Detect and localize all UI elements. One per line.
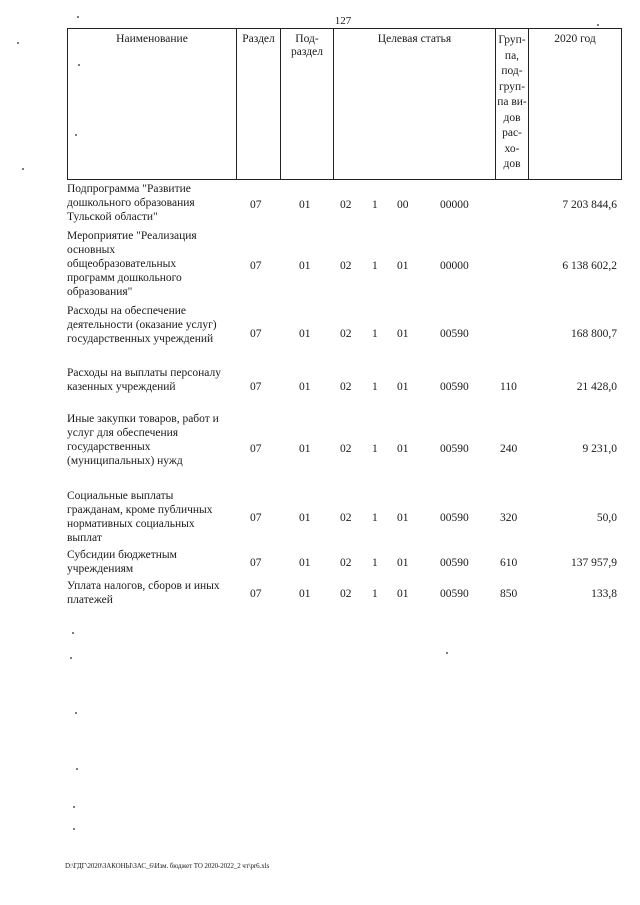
- cell-subsection: 01: [299, 381, 311, 393]
- cell-target-program: 02: [340, 328, 352, 340]
- cell-target-event: 01: [397, 328, 409, 340]
- row-name: Иные закупки товаров, работ и услуг для обеспечения государственных (муниципальных) нужд: [67, 413, 219, 467]
- scan-speck: [75, 134, 77, 136]
- scan-speck: [70, 657, 72, 659]
- cell-subsection: 01: [299, 588, 311, 600]
- cell-target-event: 01: [397, 381, 409, 393]
- cell-target-subprogram: 1: [372, 381, 378, 393]
- header-section-label: Раздел: [242, 33, 275, 45]
- cell-target-subprogram: 1: [372, 260, 378, 272]
- cell-target-direction: 00590: [440, 588, 469, 600]
- cell-group: 320: [500, 512, 518, 524]
- header-cell-target: [333, 28, 496, 180]
- cell-target-subprogram: 1: [372, 588, 378, 600]
- cell-amount: 7 203 844,6: [562, 199, 617, 211]
- cell-subsection: 01: [299, 199, 311, 211]
- cell-subsection: 01: [299, 443, 311, 455]
- cell-target-direction: 00590: [440, 557, 469, 569]
- scan-speck: [77, 16, 79, 18]
- scan-speck: [22, 168, 24, 170]
- header-cell-year: [528, 28, 622, 180]
- cell-group: 850: [500, 588, 518, 600]
- cell-section: 07: [250, 328, 262, 340]
- cell-amount: 168 800,7: [571, 328, 617, 340]
- cell-subsection: 01: [299, 328, 311, 340]
- cell-section: 07: [250, 557, 262, 569]
- header-cell-group: [495, 28, 529, 180]
- cell-section: 07: [250, 260, 262, 272]
- cell-subsection: 01: [299, 512, 311, 524]
- cell-section: 07: [250, 381, 262, 393]
- cell-target-direction: 00590: [440, 381, 469, 393]
- cell-target-event: 01: [397, 588, 409, 600]
- cell-target-program: 02: [340, 381, 352, 393]
- cell-subsection: 01: [299, 260, 311, 272]
- header-cell-subsection: [280, 28, 334, 180]
- cell-amount: 50,0: [596, 512, 617, 524]
- cell-target-subprogram: 1: [372, 443, 378, 455]
- cell-target-direction: 00590: [440, 443, 469, 455]
- cell-target-direction: 00000: [440, 199, 469, 211]
- header-cell-section: [236, 28, 281, 180]
- row-name: Мероприятие "Реализация основных общеобразовательных программ дошкольного образования": [67, 230, 197, 298]
- cell-subsection: 01: [299, 557, 311, 569]
- scan-speck: [73, 828, 75, 830]
- cell-target-subprogram: 1: [372, 557, 378, 569]
- cell-target-event: 00: [397, 199, 409, 211]
- cell-group: 240: [500, 443, 518, 455]
- cell-target-program: 02: [340, 512, 352, 524]
- cell-target-direction: 00590: [440, 328, 469, 340]
- cell-target-event: 01: [397, 557, 409, 569]
- cell-target-direction: 00000: [440, 260, 469, 272]
- cell-section: 07: [250, 512, 262, 524]
- cell-target-program: 02: [340, 443, 352, 455]
- cell-target-direction: 00590: [440, 512, 469, 524]
- cell-amount: 137 957,9: [571, 557, 617, 569]
- page-number: 127: [334, 15, 352, 27]
- row-name: Расходы на выплаты персоналу казенных учреждений: [67, 367, 221, 393]
- cell-group: 610: [500, 557, 518, 569]
- header-name-label: Наименование: [116, 33, 188, 45]
- cell-target-subprogram: 1: [372, 199, 378, 211]
- row-name: Расходы на обеспечение деятельности (оказание услуг) государственных учреждений: [67, 305, 217, 345]
- cell-target-subprogram: 1: [372, 512, 378, 524]
- scan-speck: [446, 652, 448, 654]
- header-group-label: Груп- па, под- груп- па ви- дов рас- хо- дов: [497, 34, 527, 170]
- scan-speck: [76, 768, 78, 770]
- cell-target-program: 02: [340, 260, 352, 272]
- cell-section: 07: [250, 443, 262, 455]
- cell-target-program: 02: [340, 588, 352, 600]
- scan-speck: [75, 712, 77, 714]
- scan-speck: [78, 64, 80, 66]
- cell-section: 07: [250, 199, 262, 211]
- cell-target-subprogram: 1: [372, 328, 378, 340]
- cell-target-program: 02: [340, 199, 352, 211]
- row-name: Субсидии бюджетным учреждениям: [67, 549, 177, 575]
- header-year-label: 2020 год: [554, 33, 596, 45]
- row-name: Уплата налогов, сборов и иных платежей: [67, 580, 220, 606]
- cell-target-event: 01: [397, 443, 409, 455]
- scan-speck: [73, 806, 75, 808]
- cell-amount: 6 138 602,2: [562, 260, 617, 272]
- row-name: Подпрограмма "Развитие дошкольного образования Тульской области": [67, 183, 195, 223]
- scan-speck: [597, 24, 599, 26]
- scan-speck: [17, 42, 19, 44]
- cell-target-event: 01: [397, 512, 409, 524]
- cell-amount: 9 231,0: [582, 443, 617, 455]
- header-cell-name: [67, 28, 237, 180]
- cell-amount: 21 428,0: [576, 381, 617, 393]
- cell-group: 110: [500, 381, 517, 393]
- file-path-footer: D:\ГДГ\2020\ЗАКОНЫ\ЗАС_6\Изм. бюджет ТО 2020-2022_2 чт\pr6.xls: [65, 862, 270, 870]
- cell-section: 07: [250, 588, 262, 600]
- row-name: Социальные выплаты гражданам, кроме публичных нормативных социальных выплат: [67, 490, 213, 544]
- header-subsection-label: Под- раздел: [291, 33, 323, 58]
- cell-amount: 133,8: [591, 588, 617, 600]
- cell-target-event: 01: [397, 260, 409, 272]
- header-target-label: Целевая статья: [377, 33, 452, 45]
- scan-speck: [72, 632, 74, 634]
- cell-target-program: 02: [340, 557, 352, 569]
